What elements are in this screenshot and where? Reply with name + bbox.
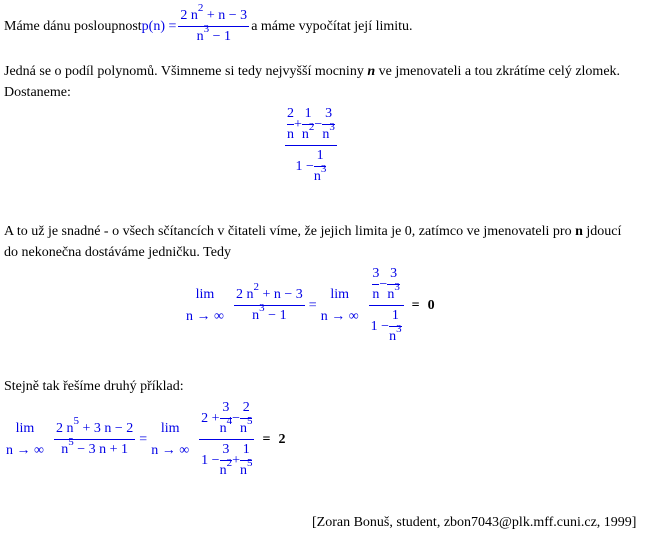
eq2-lim-word: lim xyxy=(195,286,215,302)
equation-1 xyxy=(285,106,337,185)
e: 5 xyxy=(73,415,79,428)
den-exp: 3 xyxy=(203,23,210,36)
eq3-lim2-arrow: n → ∞ xyxy=(151,442,190,458)
equation-3 xyxy=(6,400,285,479)
eq1-b-den xyxy=(301,121,315,143)
eq2-term-b xyxy=(387,266,400,303)
eq3-left-num xyxy=(54,415,135,437)
eq3-plus: + xyxy=(232,452,240,468)
line4-n: n xyxy=(575,224,583,239)
eq3-term-b xyxy=(240,400,253,437)
line4-text-a: A to už je snadné - o všech sčítancích v čitateli víme, že jejich limita je 0, zatímco ve jmenovateli pro xyxy=(4,224,576,239)
eq1-b-num: 1 xyxy=(304,106,312,121)
eq1-d-exp: 3 xyxy=(320,163,327,176)
intro-lead: Máme dánu posloupnost xyxy=(4,18,142,34)
line4-text-b: jdoucí xyxy=(582,224,622,239)
eq2-right-den xyxy=(369,308,404,345)
eq2-term-a xyxy=(372,266,379,303)
d-exp: 5 xyxy=(246,415,253,428)
eq2-num-exp: 2 xyxy=(253,281,259,294)
eq3-limit-1 xyxy=(6,421,44,459)
d-exp: 5 xyxy=(246,457,253,470)
bar xyxy=(199,439,254,440)
eq1-minus: − xyxy=(314,116,323,132)
eq1-den-lead: 1 − xyxy=(295,158,314,174)
e: 5 xyxy=(68,436,74,449)
eq3-equals: = xyxy=(139,431,148,447)
paragraph-line-2 xyxy=(4,64,620,80)
paragraph-line-5: do nekonečna dostáváme jedničku. Tedy xyxy=(4,245,231,260)
d xyxy=(219,415,233,437)
eq3-den-lead: 1 − xyxy=(201,452,220,468)
d-base: n xyxy=(389,329,397,344)
eq2-term-d xyxy=(389,308,402,345)
eq3-left-fraction xyxy=(54,415,135,458)
sequence-name: p(n) = xyxy=(141,18,177,34)
paragraph-line-3: Dostaneme: xyxy=(4,85,71,100)
eq1-d-num: 1 xyxy=(316,148,324,163)
d-exp: 3 xyxy=(396,323,402,336)
line2-n: n xyxy=(367,64,376,79)
eq1-d-den-base: n xyxy=(313,169,321,184)
eq1-a-num: 2 xyxy=(287,106,294,121)
eq2-limit-1 xyxy=(186,287,224,325)
eq2-lim2-arrow: n → ∞ xyxy=(320,308,359,324)
eq3-minus: − xyxy=(232,410,240,426)
fraction-bar xyxy=(178,26,249,27)
d-exp: 2 xyxy=(226,457,233,470)
d xyxy=(239,457,253,479)
b: 2 n xyxy=(55,421,74,436)
n: 3 xyxy=(222,400,230,415)
eq2-right-num xyxy=(370,266,401,303)
eq3-term-c xyxy=(220,442,233,479)
line2-text-a: Jedná se o podíl polynomů. Všimneme si tedy nejvyšší mocniny xyxy=(4,64,368,79)
eq1-term-a xyxy=(287,106,294,143)
num-tail: + n − 3 xyxy=(203,8,248,23)
eq2-lim-arrow: n → ∞ xyxy=(186,308,224,324)
eq3-right-fraction xyxy=(199,400,254,479)
eq2-den-exp: 3 xyxy=(259,302,265,315)
sequence-numerator xyxy=(178,2,249,24)
eq1-term-b xyxy=(302,106,315,143)
n: 1 xyxy=(242,442,250,457)
eq3-term-a xyxy=(220,400,233,437)
intro-tail: a máme vypočítat její limitu. xyxy=(251,18,413,34)
eq1-term-c xyxy=(322,106,335,143)
eq2-result-equals: = xyxy=(411,297,420,313)
eq3-left-den xyxy=(59,436,130,458)
eq3-right-den xyxy=(199,442,254,479)
d-base: n xyxy=(239,463,247,478)
d xyxy=(239,415,253,437)
num-base: 2 n xyxy=(180,8,198,23)
eq2-den-base: n xyxy=(252,308,260,323)
eq1-a-den: n xyxy=(287,127,294,142)
d-exp: 3 xyxy=(394,281,400,294)
eq2-left-fraction xyxy=(234,281,305,324)
eq3-lim2-word: lim xyxy=(160,420,180,436)
eq1-denominator xyxy=(293,148,328,185)
bar xyxy=(372,284,379,285)
n: 3 xyxy=(222,442,230,457)
eq2-num-tail: + n − 3 xyxy=(258,287,303,302)
eq3-result: 2 xyxy=(278,431,286,447)
d xyxy=(219,457,233,479)
eq1-c-den xyxy=(322,121,335,143)
eq1-main-bar xyxy=(285,145,337,146)
line2-text-b: ve jmenovateli a tou zkrátíme celý zlomek. xyxy=(375,64,621,79)
eq1-c-exp: 3 xyxy=(329,121,335,134)
b: n xyxy=(61,442,69,457)
d-base: n xyxy=(219,463,227,478)
num-exp: 2 xyxy=(197,2,204,15)
paragraph-line-4 xyxy=(4,224,621,240)
eq1-b-den-base: n xyxy=(301,127,309,142)
eq1-d-den xyxy=(313,163,327,185)
eq1-plus: + xyxy=(294,116,302,132)
eq1-term-d xyxy=(314,148,327,185)
eq3-result-equals: = xyxy=(262,431,271,447)
eq2-limit-2 xyxy=(321,287,359,325)
den-tail: − 1 xyxy=(209,29,231,44)
d xyxy=(387,281,400,303)
eq1-numerator xyxy=(285,106,337,143)
t: + 3 n − 2 xyxy=(78,421,134,436)
d xyxy=(389,323,402,345)
n: 3 xyxy=(390,266,398,281)
eq1-b-exp: 2 xyxy=(308,121,315,134)
den-base: n xyxy=(196,29,204,44)
d-exp: 4 xyxy=(226,415,233,428)
eq2-num-base: 2 n xyxy=(235,287,254,302)
sequence-fraction xyxy=(178,2,249,45)
bar xyxy=(234,305,305,306)
d: n xyxy=(372,287,380,302)
eq2-lim2-word: lim xyxy=(330,286,350,302)
eq3-limit-2 xyxy=(151,421,189,459)
d-base: n xyxy=(219,421,227,436)
eq3-lim-word: lim xyxy=(15,420,35,436)
eq1-c-den-base: n xyxy=(322,127,330,142)
eq3-num-lead: 2 + xyxy=(201,410,220,426)
signature: [Zoran Bonuš, student, zbon7043@plk.mff.cuni.cz, 1999] xyxy=(312,515,637,530)
n: 2 xyxy=(242,400,250,415)
eq2-left-num xyxy=(234,281,305,303)
eq2-equals: = xyxy=(308,297,317,313)
eq3-term-d xyxy=(240,442,253,479)
eq1-c-num: 3 xyxy=(325,106,333,121)
eq2-left-den xyxy=(250,302,288,324)
bar xyxy=(287,124,294,125)
equation-2 xyxy=(186,266,435,345)
n: 3 xyxy=(372,266,380,281)
eq2-den-lead: 1 − xyxy=(370,318,390,334)
eq2-result: 0 xyxy=(427,297,435,313)
bar xyxy=(54,439,135,440)
eq1-main-fraction xyxy=(285,106,337,185)
eq2-right-fraction xyxy=(369,266,404,345)
paragraph-line-6: Stejně tak řešíme druhý příklad: xyxy=(4,379,184,394)
t: − 3 n + 1 xyxy=(73,442,129,457)
sequence-denominator xyxy=(195,23,233,45)
intro-line xyxy=(4,2,413,45)
d-base: n xyxy=(387,287,395,302)
eq3-right-num xyxy=(199,400,254,437)
eq2-den-tail: − 1 xyxy=(264,308,287,323)
d-base: n xyxy=(239,421,247,436)
n: 1 xyxy=(391,308,399,323)
eq3-lim-arrow: n → ∞ xyxy=(6,442,44,458)
bar xyxy=(369,305,404,306)
eq2-minus: − xyxy=(379,276,388,292)
